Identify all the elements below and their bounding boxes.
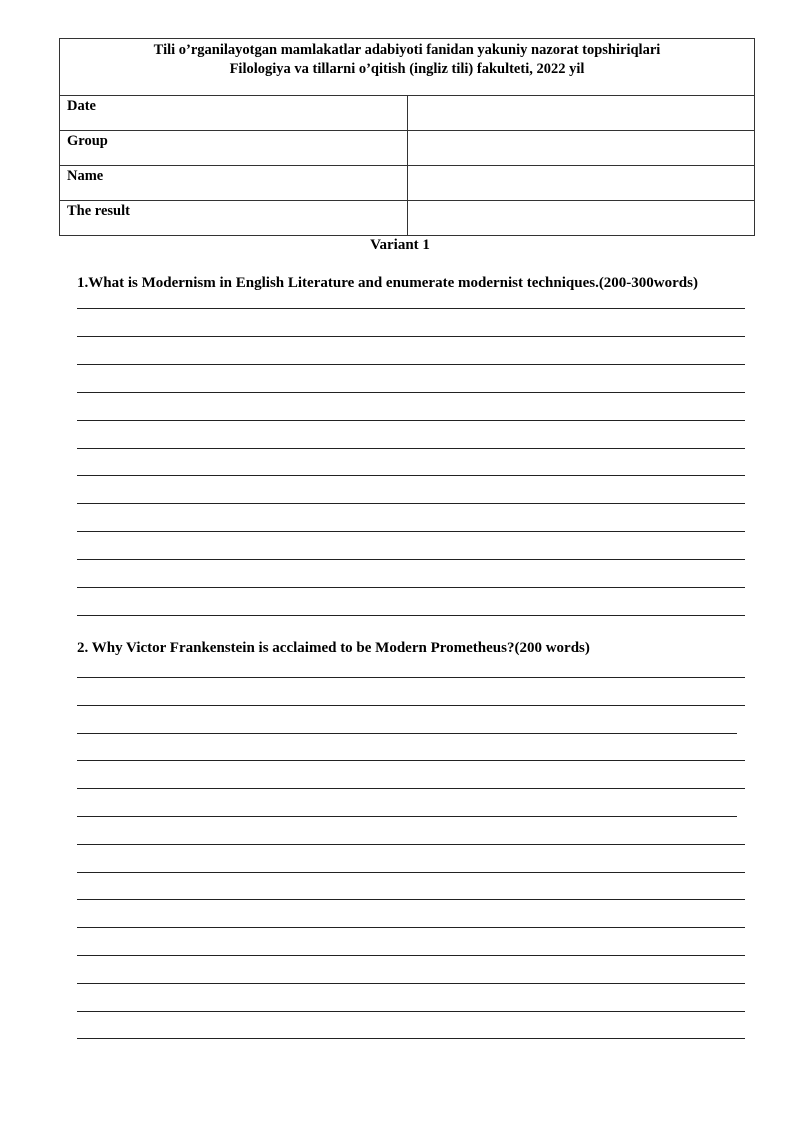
name-field[interactable] xyxy=(407,166,755,201)
result-field[interactable] xyxy=(407,201,755,236)
answer-line xyxy=(77,788,745,789)
answer-line xyxy=(77,448,745,449)
answer-line xyxy=(77,420,745,421)
answer-line xyxy=(77,705,745,706)
answer-line xyxy=(77,475,745,476)
answer-line xyxy=(77,364,745,365)
date-label: Date xyxy=(60,96,408,131)
answer-line xyxy=(77,559,745,560)
answer-line xyxy=(77,587,745,588)
answer-line xyxy=(77,677,745,678)
title-line-1: Tili o’rganilayotgan mamlakatlar adabiyoti fanidan yakuniy nazorat topshiriqlari xyxy=(153,42,661,58)
name-label: Name xyxy=(60,166,408,201)
name-row xyxy=(60,166,755,201)
answer-line xyxy=(77,615,745,616)
group-field[interactable] xyxy=(407,131,755,166)
answer-line xyxy=(77,1011,745,1012)
answer-line xyxy=(77,899,745,900)
answer-line xyxy=(77,760,745,761)
result-label: The result xyxy=(60,201,408,236)
answer-line xyxy=(77,503,745,504)
answer-line xyxy=(77,733,737,734)
date-field[interactable] xyxy=(407,96,755,131)
answer-line xyxy=(77,983,745,984)
title-line-2: Filologiya va tillarni o’qitish (ingliz tili) fakulteti, 2022 yil xyxy=(229,61,585,77)
question-1: 1.What is Modernism in English Literature and enumerate modernist techniques.(200-300words) xyxy=(77,275,698,291)
answer-line xyxy=(77,955,745,956)
answer-line xyxy=(77,336,745,337)
header-table xyxy=(59,38,755,236)
answer-line xyxy=(77,308,745,309)
answer-line xyxy=(77,1038,745,1039)
answer-line xyxy=(77,927,745,928)
answer-line xyxy=(77,872,745,873)
group-row xyxy=(60,131,755,166)
answer-line xyxy=(77,531,745,532)
question-2: 2. Why Victor Frankenstein is acclaimed to be Modern Prometheus?(200 words) xyxy=(77,640,590,656)
result-row xyxy=(60,201,755,236)
date-row xyxy=(60,96,755,131)
answer-line xyxy=(77,816,737,817)
variant-heading: Variant 1 xyxy=(370,237,430,253)
group-label: Group xyxy=(60,131,408,166)
answer-line xyxy=(77,392,745,393)
title-cell xyxy=(60,39,755,96)
answer-line xyxy=(77,844,745,845)
